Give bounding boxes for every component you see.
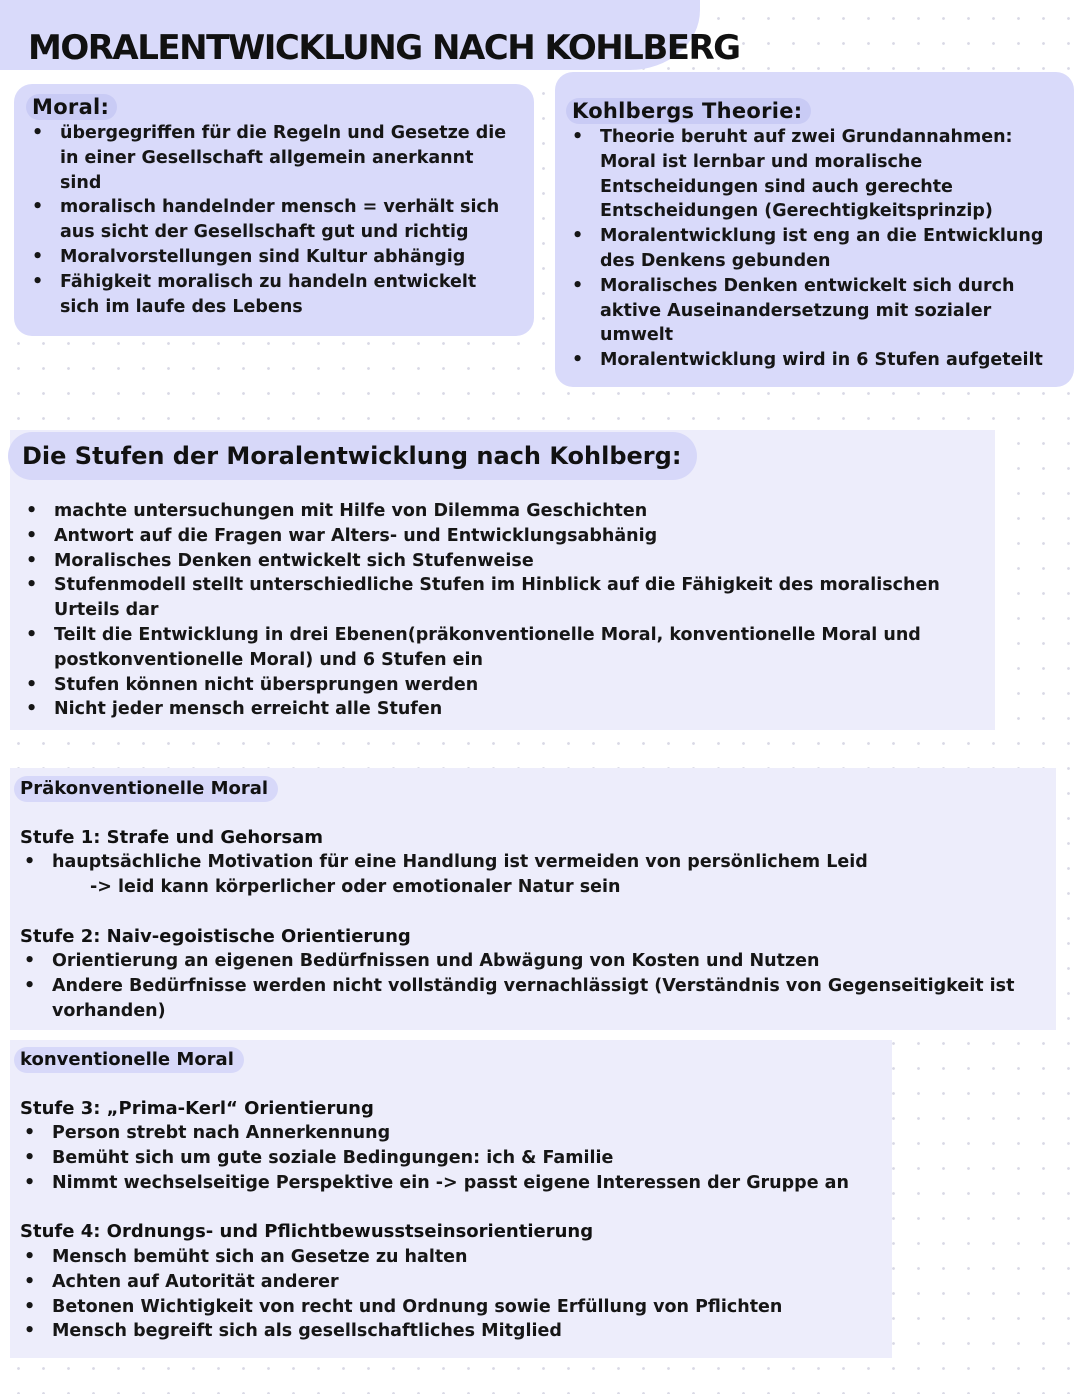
- page-title: MORALENTWICKLUNG NACH KOHLBERG: [28, 28, 740, 68]
- list-item: • Antwort auf die Fragen war Alters- und Entwicklungsabhänig: [20, 524, 980, 549]
- list-item: • Orientierung an eigenen Bedürfnissen und Abwägung von Kosten und Nutzen: [18, 949, 1048, 974]
- list-item: • Moralvorstellungen sind Kultur abhängig: [26, 245, 518, 270]
- stufe-3-list: [18, 1121, 888, 1195]
- list-item: • Stufen können nicht übersprungen werden: [20, 673, 980, 698]
- theory-list: [566, 125, 1068, 373]
- list-item: • Moralentwicklung ist eng an die Entwicklung des Denkens gebunden: [566, 224, 1068, 274]
- list-item: • Mensch bemüht sich an Gesetze zu halten: [18, 1245, 888, 1270]
- list-item: • Moralisches Denken entwickelt sich durch aktive Auseinandersetzung mit sozialer umwelt: [566, 274, 1068, 348]
- list-item: • Person strebt nach Annerkennung: [18, 1121, 888, 1146]
- stufen-list: [20, 499, 980, 722]
- praekonventionell-heading: Präkonventionelle Moral: [14, 776, 278, 802]
- list-item: • Stufenmodell stellt unterschiedliche Stufen im Hinblick auf die Fähigkeit des moralischen Urteils dar: [20, 573, 980, 623]
- moral-heading: Moral:: [26, 94, 117, 120]
- stufe-4-list: [18, 1245, 888, 1344]
- moral-list: [26, 121, 518, 319]
- stufe-1-title: Stufe 1: Strafe und Gehorsam: [20, 827, 324, 848]
- list-item: • Achten auf Autorität anderer: [18, 1270, 888, 1295]
- list-item: • Nicht jeder mensch erreicht alle Stufen: [20, 697, 980, 722]
- list-item: • hauptsächliche Motivation für eine Handlung ist vermeiden von persönlichem Leid: [18, 850, 1048, 875]
- list-item: • Betonen Wichtigkeit von recht und Ordnung sowie Erfüllung von Pflichten: [18, 1295, 888, 1320]
- list-item: • Moralentwicklung wird in 6 Stufen aufgeteilt: [566, 348, 1068, 373]
- theory-heading: Kohlbergs Theorie:: [566, 98, 811, 124]
- list-item: • moralisch handelnder mensch = verhält sich aus sicht der Gesellschaft gut und richtig: [26, 195, 518, 245]
- list-item: • Fähigkeit moralisch zu handeln entwickelt sich im laufe des Lebens: [26, 270, 518, 320]
- stufe-3-title: Stufe 3: „Prima-Kerl“ Orientierung: [20, 1098, 374, 1119]
- stufe-4-title: Stufe 4: Ordnungs- und Pflichtbewusstseinsorientierung: [20, 1221, 594, 1242]
- stufe-1-note: -> leid kann körperlicher oder emotionaler Natur sein: [90, 877, 621, 897]
- list-item: • Bemüht sich um gute soziale Bedingungen: ich & Familie: [18, 1146, 888, 1171]
- list-item: • übergegriffen für die Regeln und Gesetze die in einer Gesellschaft allgemein anerkannt sind: [26, 121, 518, 195]
- stufen-heading: Die Stufen der Moralentwicklung nach Kohlberg:: [8, 432, 697, 480]
- stufe-2-title: Stufe 2: Naiv-egoistische Orientierung: [20, 926, 411, 947]
- list-item: • Nimmt wechselseitige Perspektive ein -> passt eigene Interessen der Gruppe an: [18, 1171, 888, 1196]
- list-item: • Andere Bedürfnisse werden nicht vollständig vernachlässigt (Verständnis von Gegenseitigkeit ist vorhanden): [18, 974, 1048, 1024]
- list-item: • Mensch begreift sich als gesellschaftliches Mitglied: [18, 1319, 888, 1344]
- stufe-1-list: [18, 850, 1048, 875]
- list-item: • machte untersuchungen mit Hilfe von Dilemma Geschichten: [20, 499, 980, 524]
- konventionell-heading: konventionelle Moral: [14, 1047, 244, 1073]
- list-item: • Theorie beruht auf zwei Grundannahmen: Moral ist lernbar und moralische Entscheidungen sind auch gerechte Entscheidungen (Gerechtigkeitsprinzip): [566, 125, 1068, 224]
- stufe-2-list: [18, 949, 1048, 1023]
- list-item: • Moralisches Denken entwickelt sich Stufenweise: [20, 549, 980, 574]
- list-item: • Teilt die Entwicklung in drei Ebenen(präkonventionelle Moral, konventionelle Moral und postkonventionelle Moral) und 6 Stufen ein: [20, 623, 980, 673]
